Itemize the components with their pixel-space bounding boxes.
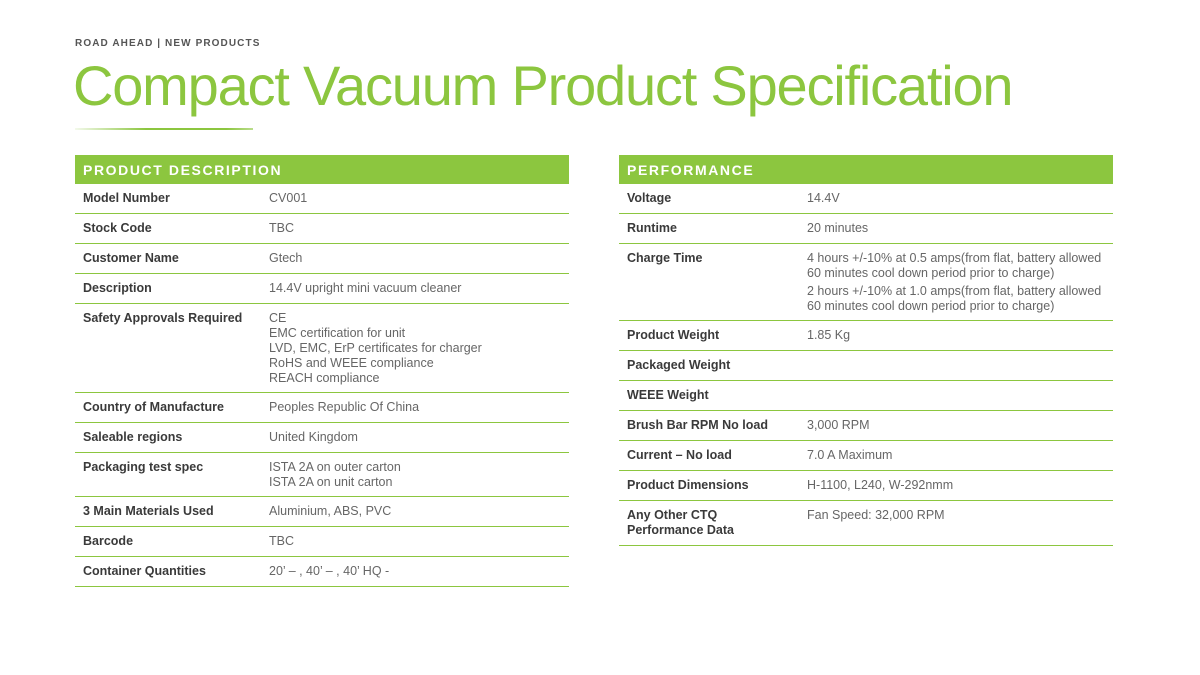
spec-row — [75, 214, 569, 244]
spec-value-paragraph — [807, 388, 1113, 403]
spec-value-paragraph — [807, 284, 1113, 314]
spec-value-paragraph — [807, 191, 1113, 206]
spec-value-paragraph — [807, 328, 1113, 343]
spec-value-line: Peoples Republic Of China — [269, 400, 420, 414]
spec-value-line: TBC — [269, 221, 294, 235]
spec-value — [791, 411, 1113, 440]
spec-label: Current – No load — [627, 448, 732, 462]
spec-value-line: 14.4V upright mini vacuum cleaner — [269, 281, 462, 295]
spec-value-line: United Kingdom — [269, 430, 358, 444]
spec-value-line: 7.0 A Maximum — [807, 448, 893, 462]
spec-value-line: 60 minutes cool down period prior to charge) — [807, 299, 1055, 313]
spec-row — [619, 441, 1113, 471]
spec-value-line: 14.4V — [807, 191, 840, 205]
spec-row — [619, 411, 1113, 441]
spec-value — [259, 557, 569, 586]
spec-value-line: TBC — [269, 534, 294, 548]
performance-panel — [619, 155, 1113, 546]
spec-value-line: 2 hours +/-10% at 1.0 amps(from flat, battery allowed — [807, 284, 1102, 298]
spec-row — [75, 304, 569, 393]
spec-value — [259, 304, 569, 392]
spec-label: Voltage — [627, 191, 672, 205]
spec-label: Product Dimensions — [627, 478, 749, 492]
spec-label: Product Weight — [627, 328, 720, 342]
spec-value-paragraph — [807, 418, 1113, 433]
spec-row — [75, 423, 569, 453]
spec-value — [259, 393, 569, 422]
spec-value-line: H-1100, L240, W-292nmm — [807, 478, 954, 492]
spec-row — [619, 351, 1113, 381]
spec-value — [791, 244, 1113, 320]
spec-row — [619, 381, 1113, 411]
spec-label: Charge Time — [627, 251, 703, 265]
spec-value — [259, 274, 569, 303]
spec-label: Model Number — [83, 191, 170, 205]
spec-row — [619, 214, 1113, 244]
spec-value-line: RoHS and WEEE compliance — [269, 356, 434, 370]
spec-value — [259, 527, 569, 556]
spec-row — [75, 184, 569, 214]
spec-value-paragraph — [807, 448, 1113, 463]
spec-row — [619, 321, 1113, 351]
spec-label-line: Performance Data — [627, 523, 734, 537]
spec-row — [75, 244, 569, 274]
spec-row — [619, 501, 1113, 546]
spec-label: Brush Bar RPM No load — [627, 418, 768, 432]
spec-label: Description — [83, 281, 152, 295]
spec-value-line: REACH compliance — [269, 371, 380, 385]
page-title: Compact Vacuum Product Specification — [73, 54, 1013, 117]
spec-label: WEEE Weight — [627, 388, 709, 402]
spec-value-line: 20’ – , 40’ – , 40’ HQ - — [269, 564, 390, 578]
spec-value — [791, 381, 1113, 410]
spec-value-line: CE — [269, 311, 287, 325]
spec-value-line: 1.85 Kg — [807, 328, 851, 342]
product-description-heading: PRODUCT DESCRIPTION — [75, 155, 569, 184]
spec-row — [75, 557, 569, 587]
spec-value-line — [807, 358, 1113, 373]
spec-value — [791, 351, 1113, 380]
spec-value-paragraph — [807, 358, 1113, 373]
spec-label: Country of Manufacture — [83, 400, 224, 414]
spec-value — [259, 214, 569, 243]
spec-value — [259, 244, 569, 273]
spec-row — [75, 527, 569, 557]
spec-value — [259, 497, 569, 526]
spec-label: Stock Code — [83, 221, 152, 235]
title-underline — [75, 128, 253, 130]
spec-value-line: CV001 — [269, 191, 308, 205]
product-description-table — [75, 184, 569, 587]
spec-row — [619, 244, 1113, 321]
spec-label: Barcode — [83, 534, 134, 548]
spec-value — [791, 441, 1113, 470]
spec-value-paragraph — [807, 508, 1113, 523]
spec-value-line: ISTA 2A on unit carton — [269, 475, 393, 489]
spec-value-line: Aluminium, ABS, PVC — [269, 504, 392, 518]
spec-row — [75, 274, 569, 304]
performance-table — [619, 184, 1113, 546]
spec-label-line: Any Other CTQ — [627, 508, 718, 522]
spec-value-line: Fan Speed: 32,000 RPM — [807, 508, 945, 522]
spec-value-paragraph — [807, 251, 1113, 281]
spec-value-line: 3,000 RPM — [807, 418, 870, 432]
spec-value-line: 4 hours +/-10% at 0.5 amps(from flat, battery allowed — [807, 251, 1102, 265]
spec-label: 3 Main Materials Used — [83, 504, 214, 518]
performance-heading: PERFORMANCE — [619, 155, 1113, 184]
product-description-panel — [75, 155, 569, 587]
eyebrow-label: ROAD AHEAD | NEW PRODUCTS — [75, 38, 261, 49]
spec-value-line: LVD, EMC, ErP certificates for charger — [269, 341, 482, 355]
spec-value — [791, 321, 1113, 350]
spec-value-paragraph — [807, 221, 1113, 236]
spec-label: Runtime — [627, 221, 677, 235]
spec-value-line: 60 minutes cool down period prior to charge) — [807, 266, 1055, 280]
spec-label: Customer Name — [83, 251, 179, 265]
spec-value-paragraph — [807, 478, 1113, 493]
spec-label: Saleable regions — [83, 430, 183, 444]
spec-value — [259, 423, 569, 452]
spec-row — [75, 453, 569, 497]
spec-row — [75, 497, 569, 527]
spec-value — [791, 214, 1113, 243]
spec-label: Container Quantities — [83, 564, 206, 578]
spec-label: Safety Approvals Required — [83, 311, 243, 325]
spec-label: Packaging test spec — [83, 460, 204, 474]
spec-value-line: EMC certification for unit — [269, 326, 406, 340]
spec-value — [259, 453, 569, 496]
spec-value — [791, 471, 1113, 500]
spec-label — [619, 501, 787, 545]
spec-value-line: 20 minutes — [807, 221, 869, 235]
spec-row — [619, 184, 1113, 214]
spec-row — [75, 393, 569, 423]
spec-value-line — [807, 388, 1113, 403]
spec-value-line: ISTA 2A on outer carton — [269, 460, 401, 474]
spec-value — [791, 184, 1113, 213]
spec-row — [619, 471, 1113, 501]
spec-value — [259, 184, 569, 213]
spec-value — [791, 501, 1113, 545]
spec-label: Packaged Weight — [627, 358, 731, 372]
spec-value-line: Gtech — [269, 251, 303, 265]
